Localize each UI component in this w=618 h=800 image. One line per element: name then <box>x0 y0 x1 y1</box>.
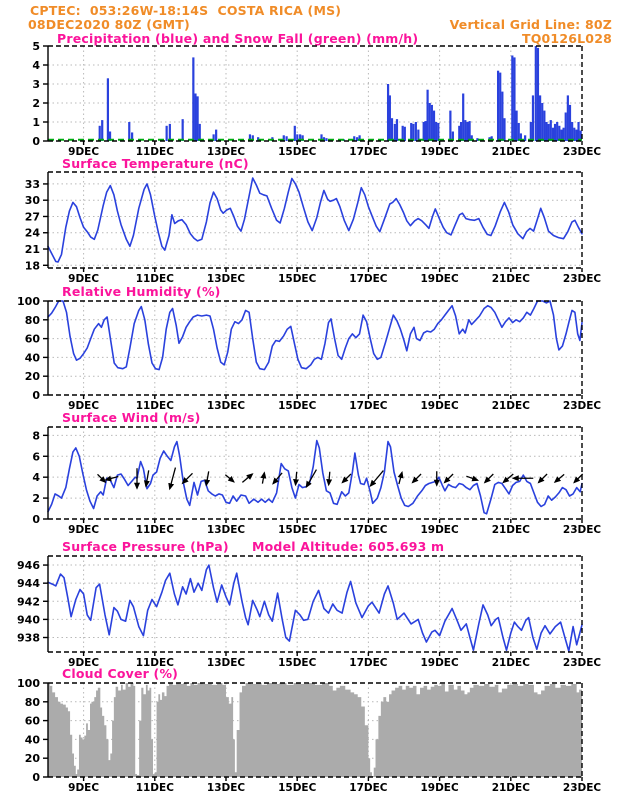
station-header: CPTEC: 053:26W-18:14S COSTA RICA (MS) <box>30 3 342 18</box>
svg-text:15DEC: 15DEC <box>278 400 317 412</box>
model-altitude-label: Model Altitude: 605.693 m <box>252 539 445 554</box>
svg-text:5: 5 <box>32 40 40 53</box>
svg-text:6: 6 <box>32 450 40 464</box>
svg-text:15DEC: 15DEC <box>278 657 317 669</box>
svg-text:19DEC: 19DEC <box>420 657 459 669</box>
svg-text:21DEC: 21DEC <box>491 273 530 285</box>
svg-text:19DEC: 19DEC <box>420 146 459 158</box>
panel-pressure-plot <box>17 556 601 669</box>
panel-wind-plot <box>32 427 601 536</box>
svg-text:20: 20 <box>24 752 40 766</box>
svg-text:9DEC: 9DEC <box>68 524 100 536</box>
svg-text:19DEC: 19DEC <box>420 782 459 794</box>
svg-text:13DEC: 13DEC <box>206 782 246 794</box>
svg-text:40: 40 <box>24 733 40 747</box>
svg-text:19DEC: 19DEC <box>420 273 459 285</box>
svg-text:8: 8 <box>32 429 40 443</box>
svg-text:33: 33 <box>24 177 40 191</box>
svg-text:9DEC: 9DEC <box>68 657 100 669</box>
svg-text:80: 80 <box>24 313 40 327</box>
svg-text:4: 4 <box>32 59 40 72</box>
svg-text:40: 40 <box>24 351 40 365</box>
svg-text:946: 946 <box>17 559 40 573</box>
svg-text:2: 2 <box>32 97 40 110</box>
svg-text:23DEC: 23DEC <box>562 782 602 794</box>
svg-text:17DEC: 17DEC <box>349 657 388 669</box>
panel-precipitation-plot <box>32 40 601 158</box>
svg-text:21DEC: 21DEC <box>491 657 530 669</box>
svg-text:13DEC: 13DEC <box>206 273 246 285</box>
panel-title-pressure: Surface Pressure (hPa) <box>62 539 229 554</box>
svg-text:2: 2 <box>32 492 40 506</box>
svg-text:60: 60 <box>24 332 40 346</box>
panel-title-precipitation: Precipitation (blue) and Snow Fall (green) (mm/h) <box>57 31 419 46</box>
svg-text:938: 938 <box>17 631 40 645</box>
svg-text:21DEC: 21DEC <box>491 400 530 412</box>
svg-text:23DEC: 23DEC <box>562 400 602 412</box>
svg-text:944: 944 <box>17 577 40 591</box>
svg-text:21: 21 <box>24 243 40 257</box>
svg-text:21DEC: 21DEC <box>491 524 530 536</box>
panel-temperature-plot <box>25 172 602 285</box>
svg-text:23DEC: 23DEC <box>562 273 602 285</box>
svg-text:0: 0 <box>32 135 40 148</box>
svg-text:100: 100 <box>17 677 40 690</box>
svg-text:1: 1 <box>32 116 40 129</box>
svg-text:11DEC: 11DEC <box>135 657 174 669</box>
svg-text:24: 24 <box>24 226 40 240</box>
svg-text:23DEC: 23DEC <box>562 524 602 536</box>
svg-text:0: 0 <box>32 389 40 402</box>
svg-text:80: 80 <box>24 695 40 709</box>
svg-text:60: 60 <box>24 714 40 728</box>
svg-text:17DEC: 17DEC <box>349 273 388 285</box>
svg-text:17DEC: 17DEC <box>349 146 388 158</box>
svg-text:15DEC: 15DEC <box>278 273 317 285</box>
svg-text:940: 940 <box>17 613 40 627</box>
svg-text:30: 30 <box>24 194 40 208</box>
svg-text:20: 20 <box>24 370 40 384</box>
svg-text:0: 0 <box>32 771 40 784</box>
svg-text:11DEC: 11DEC <box>135 400 174 412</box>
svg-text:17DEC: 17DEC <box>349 400 388 412</box>
svg-text:13DEC: 13DEC <box>206 400 246 412</box>
svg-text:27: 27 <box>24 210 40 224</box>
panel-title-wind: Surface Wind (m/s) <box>62 410 201 425</box>
panel-title-humidity: Relative Humidity (%) <box>62 284 221 299</box>
panel-cloud-plot <box>17 677 601 794</box>
svg-text:19DEC: 19DEC <box>420 524 459 536</box>
svg-text:942: 942 <box>17 595 40 609</box>
svg-text:0: 0 <box>32 513 40 526</box>
svg-text:19DEC: 19DEC <box>420 400 459 412</box>
svg-text:9DEC: 9DEC <box>68 400 100 412</box>
svg-text:11DEC: 11DEC <box>135 524 174 536</box>
run-date-label: 08DEC2020 80Z (GMT) <box>28 17 190 32</box>
wind-direction-arrows <box>98 468 583 489</box>
svg-text:17DEC: 17DEC <box>349 524 388 536</box>
svg-text:23DEC: 23DEC <box>562 146 602 158</box>
svg-text:15DEC: 15DEC <box>278 782 317 794</box>
svg-text:13DEC: 13DEC <box>206 524 246 536</box>
svg-text:13DEC: 13DEC <box>206 657 246 669</box>
svg-text:21DEC: 21DEC <box>491 146 530 158</box>
svg-text:17DEC: 17DEC <box>349 782 388 794</box>
svg-text:15DEC: 15DEC <box>278 146 317 158</box>
svg-text:9DEC: 9DEC <box>68 146 100 158</box>
panel-title-temperature: Surface Temperature (nC) <box>62 156 249 171</box>
svg-text:23DEC: 23DEC <box>562 657 602 669</box>
svg-text:9DEC: 9DEC <box>68 273 100 285</box>
svg-text:3: 3 <box>32 78 40 91</box>
svg-text:15DEC: 15DEC <box>278 524 317 536</box>
svg-text:11DEC: 11DEC <box>135 782 174 794</box>
svg-text:21DEC: 21DEC <box>491 782 530 794</box>
panel-title-cloud-cover: Cloud Cover (%) <box>62 666 179 681</box>
vertical-grid-line-label: Vertical Grid Line: 80Z <box>449 17 612 32</box>
svg-text:11DEC: 11DEC <box>135 273 174 285</box>
model-id-label: TQ0126L028 <box>521 31 612 46</box>
panel-humidity-plot <box>17 295 601 412</box>
svg-text:9DEC: 9DEC <box>68 782 100 794</box>
svg-text:100: 100 <box>17 295 40 308</box>
svg-text:13DEC: 13DEC <box>206 146 246 158</box>
svg-text:11DEC: 11DEC <box>135 146 174 158</box>
svg-text:18: 18 <box>24 259 40 273</box>
svg-text:4: 4 <box>32 471 40 485</box>
